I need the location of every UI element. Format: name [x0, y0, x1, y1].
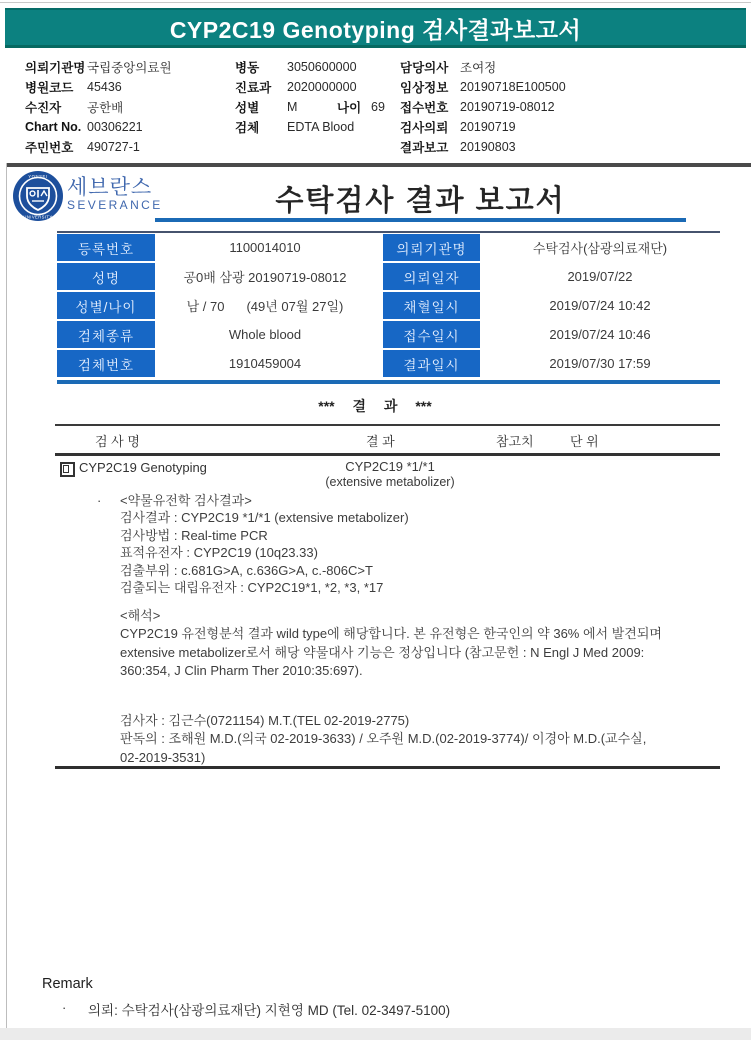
result-value-sub: (extensive metabolizer) — [325, 475, 455, 489]
info-row — [400, 137, 690, 157]
table-row — [383, 292, 720, 319]
remark-text: 의뢰: 수탁검사(삼광의료재단) 지현영 MD (Tel. 02-3497-5100) — [88, 1003, 451, 1018]
yonsei-seal-icon — [12, 170, 64, 227]
row-value — [480, 321, 720, 348]
interpretation-line: 360:354, J Clin Pharm Ther 2010:35:697). — [120, 663, 363, 679]
severance-logo — [67, 177, 163, 212]
row-value — [155, 234, 375, 261]
table-row — [57, 263, 375, 290]
info-row — [400, 77, 690, 97]
title-underline — [155, 218, 686, 222]
info-label: 나이 — [337, 101, 362, 115]
info-row — [400, 117, 690, 137]
row-label: 접수일시 — [383, 321, 480, 348]
result-value: CYP2C19 *1/*1 — [345, 459, 435, 474]
results-rule-top — [55, 424, 720, 426]
row-value — [155, 321, 375, 348]
svg-text:UNIVERSITY: UNIVERSITY — [23, 214, 53, 220]
detail-line: 검사방법 : Real-time PCR — [120, 527, 268, 543]
result-item-icon — [60, 462, 75, 477]
info-label: 검체 — [235, 121, 260, 135]
staff-line: 판독의 : 조해원 M.D.(의국 02-2019-3633) / 오주원 M.D.(02-2019-3774)/ 이경아 M.D.(교수실, — [120, 731, 647, 747]
column-header-unit: 단 위 — [570, 434, 599, 449]
info-row — [235, 57, 400, 77]
result-test-name: CYP2C19 Genotyping — [79, 460, 207, 475]
row-value — [155, 292, 375, 319]
info-row — [25, 117, 235, 137]
info-value: 공한배 — [87, 101, 124, 115]
cell-text: 공0배 삼광 20190719-08012 — [183, 270, 347, 285]
row-label: 검체번호 — [57, 350, 155, 377]
info-label: 성별 — [235, 101, 260, 115]
staff-block — [120, 712, 646, 767]
info-value: 20190718E100500 — [460, 80, 566, 94]
info-label: 임상정보 — [400, 81, 449, 95]
cell-text: 남 / 70 — [186, 299, 225, 314]
cell-text: 2019/07/24 10:46 — [549, 327, 651, 342]
row-label: 의뢰일자 — [383, 263, 480, 290]
interpretation-line: <해석> — [120, 608, 161, 623]
staff-line: 검사자 : 김근수(0721154) M.T.(TEL 02-2019-2775) — [120, 713, 410, 728]
remark-bullet: · — [62, 1000, 67, 1015]
row-value — [480, 263, 720, 290]
page-title: 수탁검사 결과 보고서 — [275, 185, 566, 217]
table-row — [57, 234, 375, 261]
remark-title: Remark — [42, 976, 93, 992]
cell-text: Whole blood — [228, 327, 302, 342]
info-value: 20190719 — [460, 120, 516, 134]
info-value: 45436 — [87, 80, 122, 94]
summary-table-left — [57, 234, 375, 377]
row-label: 성별/나이 — [57, 292, 155, 319]
summary-table-right — [383, 234, 720, 377]
cell-text: (49년 07월 27일) — [246, 299, 344, 314]
cell-text: 1100014010 — [229, 240, 301, 255]
interpretation-block — [120, 607, 662, 681]
scan-bottom-strip — [0, 1028, 751, 1040]
row-value — [480, 292, 720, 319]
info-value: 20190803 — [460, 140, 516, 154]
info-row — [235, 77, 400, 97]
summary-table-topline — [57, 231, 720, 233]
detail-line: 검출부위 : c.681G>A, c.636G>A, c.-806C>T — [120, 562, 373, 578]
row-label: 채혈일시 — [383, 292, 480, 319]
info-label: 병동 — [235, 61, 260, 75]
table-row — [383, 234, 720, 261]
row-value — [155, 263, 375, 290]
scan-left-edge — [6, 163, 7, 1036]
info-label: 의뢰기관명 — [25, 61, 86, 75]
column-header-reference: 참고치 — [496, 434, 534, 449]
detail-block — [120, 492, 409, 596]
info-row — [25, 97, 235, 117]
detail-bullet: · — [97, 493, 102, 508]
info-value: 2020000000 — [287, 80, 357, 94]
severance-korean: 세브란스 — [67, 176, 153, 199]
info-value: 20190719-08012 — [460, 100, 555, 114]
info-row — [400, 97, 690, 117]
cell-text: 수탁검사(삼광의료재단) — [532, 241, 668, 256]
top-hairline — [0, 2, 751, 3]
info-label: 접수번호 — [400, 101, 449, 115]
info-value: 490727-1 — [87, 140, 140, 154]
detail-line: 검출되는 대립유전자 : CYP2C19*1, *2, *3, *17 — [120, 580, 384, 596]
cell-text: 2019/07/22 — [567, 269, 633, 284]
info-label: 담당의사 — [400, 61, 449, 75]
info-row — [25, 57, 235, 77]
row-value — [480, 234, 720, 261]
info-label: 병원코드 — [25, 81, 74, 95]
info-row — [235, 97, 400, 117]
cell-text: 2019/07/24 10:42 — [549, 298, 651, 313]
info-row — [25, 77, 235, 97]
detail-line: 검사결과 : CYP2C19 *1/*1 (extensive metabolizer) — [120, 510, 409, 526]
report-banner — [5, 8, 746, 48]
info-value: 국립중앙의료원 — [87, 61, 172, 75]
row-label: 등록번호 — [57, 234, 155, 261]
row-label: 결과일시 — [383, 350, 480, 377]
table-row — [57, 321, 375, 348]
cell-text: 2019/07/30 17:59 — [549, 356, 651, 371]
svg-text:YONSEI: YONSEI — [28, 174, 48, 179]
info-value: 00306221 — [87, 120, 143, 134]
info-row — [25, 137, 235, 157]
info-value: M — [287, 100, 298, 114]
info-value: 3050600000 — [287, 60, 357, 74]
staff-line: 02-2019-3531) — [120, 749, 206, 765]
interpretation-line: extensive metabolizer로서 해당 약물대사 기능은 정상입니다 (참고문헌 : N Engl J Med 2009: — [120, 644, 645, 660]
cell-text: 1910459004 — [228, 356, 302, 371]
interpretation-line: CYP2C19 유전형분석 결과 wild type에 해당합니다. 본 유전형은 한국인의 약 36% 에서 발견되며 — [120, 626, 662, 642]
info-value: 조여정 — [460, 61, 497, 75]
info-label: 수진자 — [25, 101, 62, 115]
row-label: 검체종류 — [57, 321, 155, 348]
info-row — [235, 117, 400, 137]
table-row — [57, 292, 375, 319]
info-label: 검사의뢰 — [400, 121, 449, 135]
row-value — [155, 350, 375, 377]
info-value: EDTA Blood — [287, 120, 355, 134]
table-row — [57, 350, 375, 377]
report-banner-title: CYP2C19 Genotyping 검사결과보고서 — [169, 16, 582, 43]
results-rule-bottom — [55, 766, 720, 769]
column-header-result: 결 과 — [366, 434, 395, 449]
row-value — [480, 350, 720, 377]
info-row — [400, 57, 690, 77]
info-label: 진료과 — [235, 81, 272, 95]
table-row — [383, 350, 720, 377]
results-section-title: *** 결 과 *** — [318, 398, 432, 414]
summary-table-botline — [57, 380, 720, 384]
detail-line: 표적유전자 : CYP2C19 (10q23.33) — [120, 545, 318, 561]
info-label: Chart No. — [25, 120, 82, 134]
info-value: 69 — [371, 100, 385, 114]
info-label: 결과보고 — [400, 141, 449, 155]
severance-english: SEVERANCE — [67, 198, 163, 212]
info-label: 주민번호 — [25, 141, 74, 155]
patient-info-col3 — [400, 57, 690, 157]
patient-info-col1 — [25, 57, 235, 157]
table-row — [383, 263, 720, 290]
table-row — [383, 321, 720, 348]
row-label: 의뢰기관명 — [383, 234, 480, 261]
row-label: 성명 — [57, 263, 155, 290]
section-divider — [7, 163, 751, 167]
column-header-test: 검 사 명 — [95, 434, 140, 449]
detail-line: <약물유전학 검사결과> — [120, 493, 252, 508]
results-rule-header — [55, 453, 720, 456]
patient-info-col2 — [235, 57, 400, 137]
